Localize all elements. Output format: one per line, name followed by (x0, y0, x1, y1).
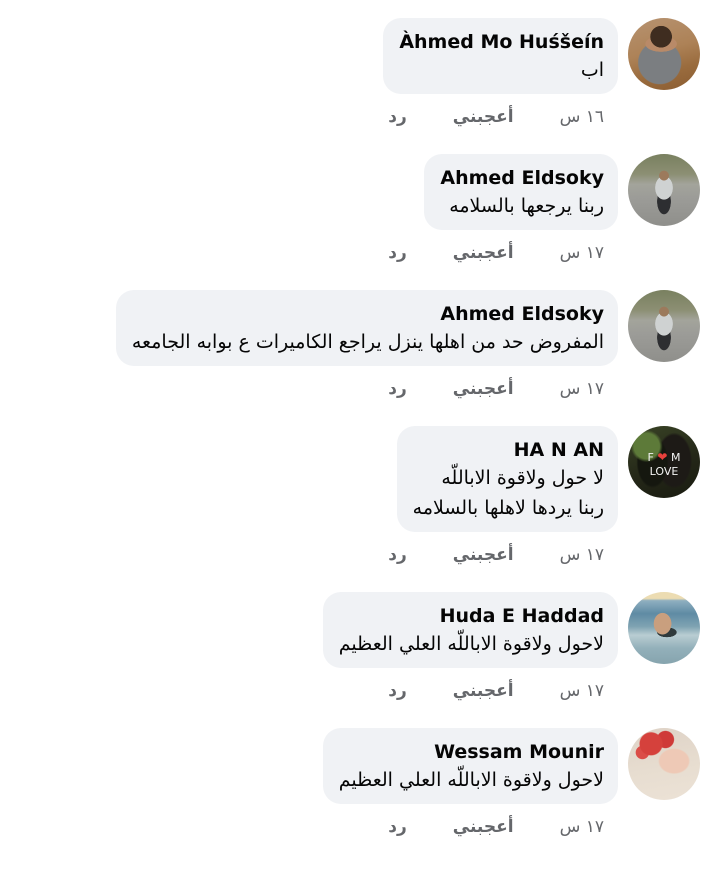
comment-content (383, 18, 618, 128)
comment-timestamp[interactable]: ١٦ س (559, 107, 604, 127)
comment-actions (388, 816, 604, 838)
comment-timestamp[interactable]: ١٧ س (559, 379, 604, 399)
commenter-avatar[interactable] (628, 592, 700, 664)
comment-item (12, 728, 700, 838)
comment-bubble (397, 426, 618, 532)
comment-author[interactable]: Àhmed Mo Huśšeín (399, 31, 604, 53)
reply-button[interactable]: رد (388, 379, 407, 399)
comment-author[interactable]: Wessam Mounir (434, 741, 604, 763)
comment-item (12, 154, 700, 264)
heart-icon: ❤ (657, 450, 668, 465)
comment-timestamp[interactable]: ١٧ س (559, 545, 604, 565)
comment-content (116, 290, 618, 400)
commenter-avatar[interactable] (628, 154, 700, 226)
comment-text: لاحول ولاقوة الاباللّه العلي العظيم (338, 769, 604, 791)
comment-timestamp[interactable]: ١٧ س (559, 243, 604, 263)
like-button[interactable]: أعجبني (452, 379, 514, 399)
commenter-avatar[interactable] (628, 426, 700, 498)
commenter-avatar[interactable] (628, 728, 700, 800)
comment-text: لا حول ولاقوة الاباللّه (441, 467, 604, 489)
comment-actions (388, 544, 604, 566)
comment-author[interactable]: Huda E Haddad (439, 605, 604, 627)
comment-item (12, 592, 700, 702)
comment-author[interactable]: HA N AN (513, 439, 604, 461)
commenter-avatar[interactable] (628, 290, 700, 362)
comment-timestamp[interactable]: ١٧ س (559, 681, 604, 701)
comment-bubble (323, 728, 618, 804)
reply-button[interactable]: رد (388, 817, 407, 837)
comment-item (12, 426, 700, 566)
comment-content (323, 728, 618, 838)
like-button[interactable]: أعجبني (452, 243, 514, 263)
reply-button[interactable]: رد (388, 681, 407, 701)
comment-text: ربنا يرجعها بالسلامه (449, 195, 604, 217)
like-button[interactable]: أعجبني (452, 817, 514, 837)
comment-content (388, 154, 618, 264)
comment-bubble (116, 290, 618, 366)
comment-content (323, 592, 618, 702)
comment-text: المفروض حد من اهلها ينزل يراجع الكاميرات ع بوابه الجامعه (131, 331, 604, 353)
comment-timestamp[interactable]: ١٧ س (559, 817, 604, 837)
comment-bubble (424, 154, 618, 230)
comment-actions (388, 106, 604, 128)
comment-text: لاحول ولاقوة الاباللّه العلي العظيم (338, 633, 604, 655)
comment-bubble (383, 18, 618, 94)
comment-text-line2: ربنا يردها لاهلها بالسلامه (412, 497, 604, 519)
like-button[interactable]: أعجبني (452, 681, 514, 701)
commenter-avatar[interactable] (628, 18, 700, 90)
comment-actions (388, 378, 604, 400)
comment-bubble (323, 592, 618, 668)
comment-content (388, 426, 618, 566)
like-button[interactable]: أعجبني (452, 107, 514, 127)
reply-button[interactable]: رد (388, 545, 407, 565)
comment-item (12, 290, 700, 400)
comment-author[interactable]: Ahmed Eldsoky (440, 303, 604, 325)
reply-button[interactable]: رد (388, 107, 407, 127)
comment-actions (388, 242, 604, 264)
avatar-love-caption: F ❤ M LOVE (647, 450, 681, 479)
like-button[interactable]: أعجبني (452, 545, 514, 565)
comment-actions (388, 680, 604, 702)
comment-author[interactable]: Ahmed Eldsoky (440, 167, 604, 189)
comment-item (12, 18, 700, 128)
comment-text: اب (580, 59, 604, 81)
reply-button[interactable]: رد (388, 243, 407, 263)
